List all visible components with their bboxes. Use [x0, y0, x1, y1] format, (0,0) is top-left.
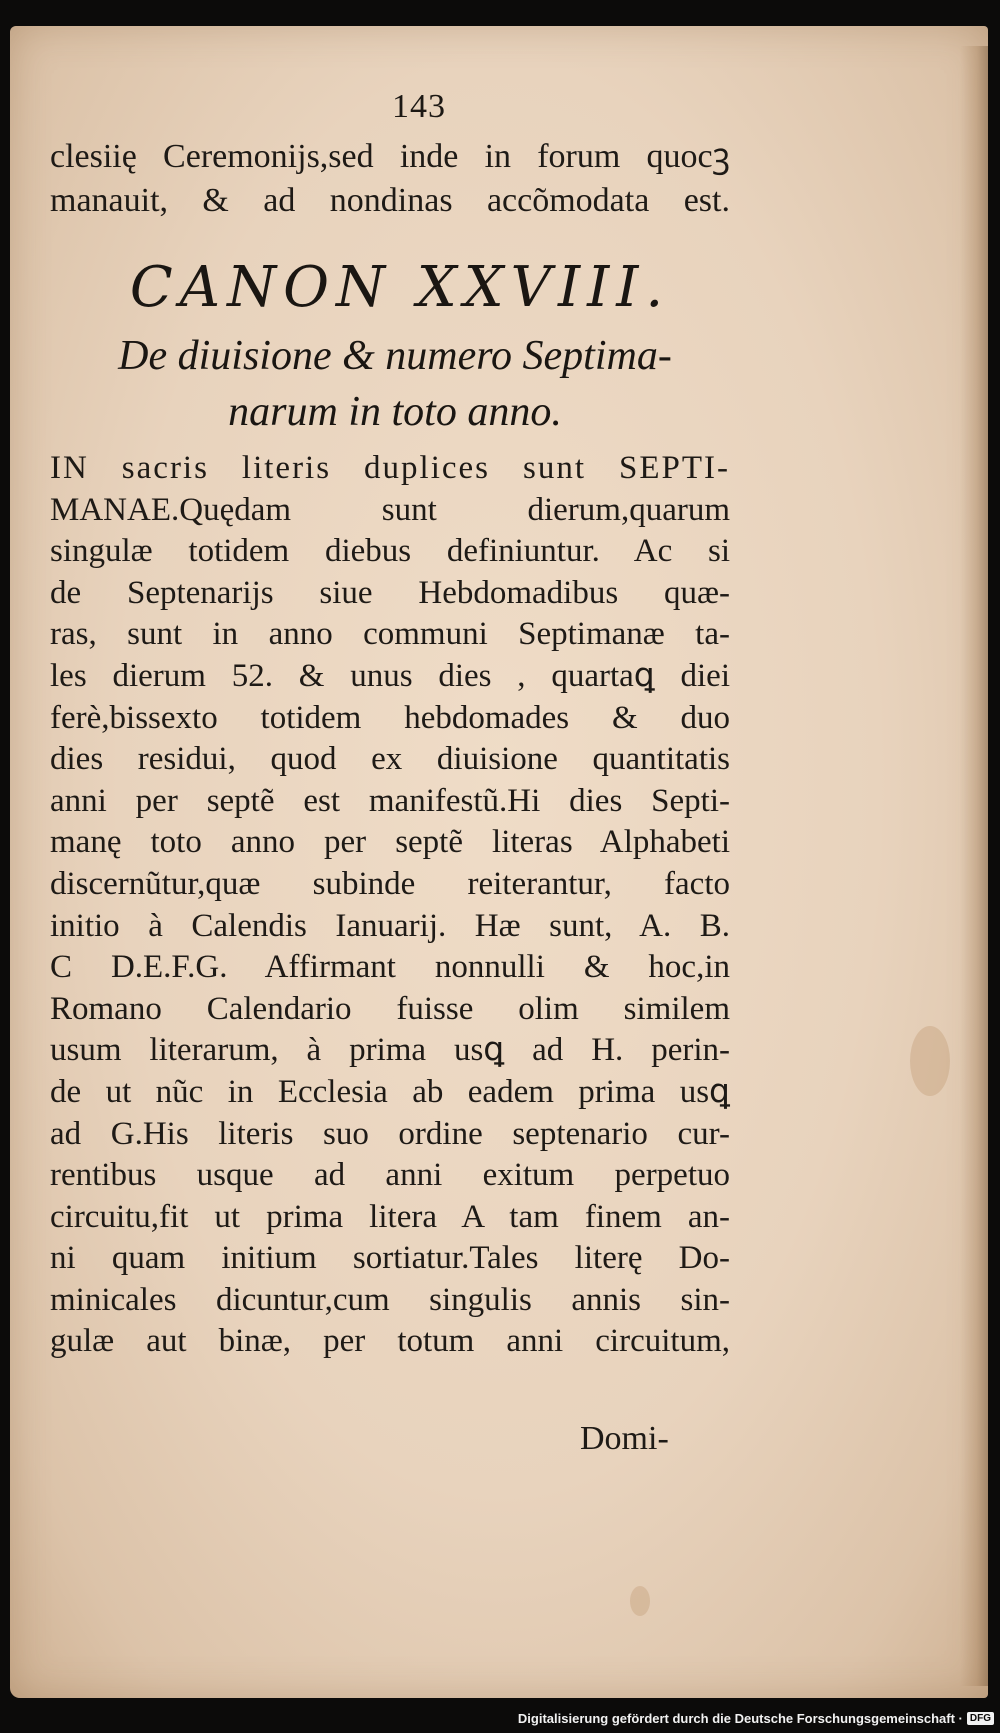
text-line: rentibus usque ad anni exitum perpetuo [50, 1157, 730, 1194]
body-text [50, 448, 730, 1363]
text-line: de ut nũc in Ecclesia ab eadem prima usꝗ [50, 1073, 730, 1110]
digitization-credit [518, 1707, 994, 1729]
dfg-logo-icon: DFG [967, 1712, 994, 1725]
text-line: C D.E.F.G. Affirmant nonnulli & hoc,in [50, 949, 730, 986]
text-line: ras, sunt in anno communi Septimanæ ta- [50, 616, 730, 653]
chapter-subtitle [55, 328, 735, 440]
text-line: initio à Calendis Ianuariј. Hæ sunt, A. B. [50, 907, 730, 944]
text-line: circuitu,fit ut prima litera A tam finem an- [50, 1198, 730, 1235]
paper-stain [630, 1586, 650, 1616]
text-line: ni quam initium sortiatur.Tales literę Do- [50, 1240, 730, 1277]
text-line: manę toto anno per septẽ literas Alphabeti [50, 824, 730, 861]
paper-stain [910, 1026, 950, 1096]
text-line: anni per septẽ est manifestũ.Hi dies Septi- [50, 782, 730, 819]
text-line: dies residui, quod ex diuisione quantitatis [50, 741, 730, 778]
text-line: clesiię Ceremoniјs,sed inde in forum quocꝫ [50, 138, 730, 175]
text-line: singulæ totidem diebus definiuntur. Ac si [50, 533, 730, 570]
subtitle-line: De diuisione & numero Septima- [118, 333, 672, 379]
text-line: usum literarum, à prima usꝗ ad H. perin- [50, 1032, 730, 1069]
text-line: de Septenariјs siue Hebdomadibus quæ- [50, 574, 730, 611]
page-edge-shadow [960, 46, 988, 1686]
text-line: manauit, & ad nondinas accõmodata est. [50, 181, 730, 219]
text-line: MANAE.Quędam sunt dierum,quarum [50, 491, 730, 528]
text-line: gulæ aut binæ, per totum anni circuitum, [50, 1323, 730, 1360]
text-line: minicales dicuntur,cum singulis annis sin- [50, 1281, 730, 1318]
credit-text: Digitalisierung gefördert durch die Deutsche Forschungsgemeinschaft · [517, 1710, 963, 1726]
text-line: Romano Calendario fuisse olim similem [50, 990, 730, 1027]
page-number: 143 [392, 88, 446, 125]
catchword: Domi- [580, 1420, 669, 1457]
continued-text [50, 135, 730, 222]
text-line: IN sacris literis duplices sunt SEPTI- [50, 450, 730, 486]
subtitle-line: narum in toto anno. [228, 389, 562, 435]
text-line: discernũtur,quæ subinde reiterantur, facto [50, 865, 730, 902]
text-line: les dierum 52. & unus dies , quartaꝗ diei [50, 657, 730, 694]
canon-title: CANON XXVIII. [129, 255, 671, 320]
text-line: ferè,bissexto totidem hebdomades & duo [50, 699, 730, 736]
text-line: ad G.His literis suo ordine septenario cur- [50, 1115, 730, 1152]
